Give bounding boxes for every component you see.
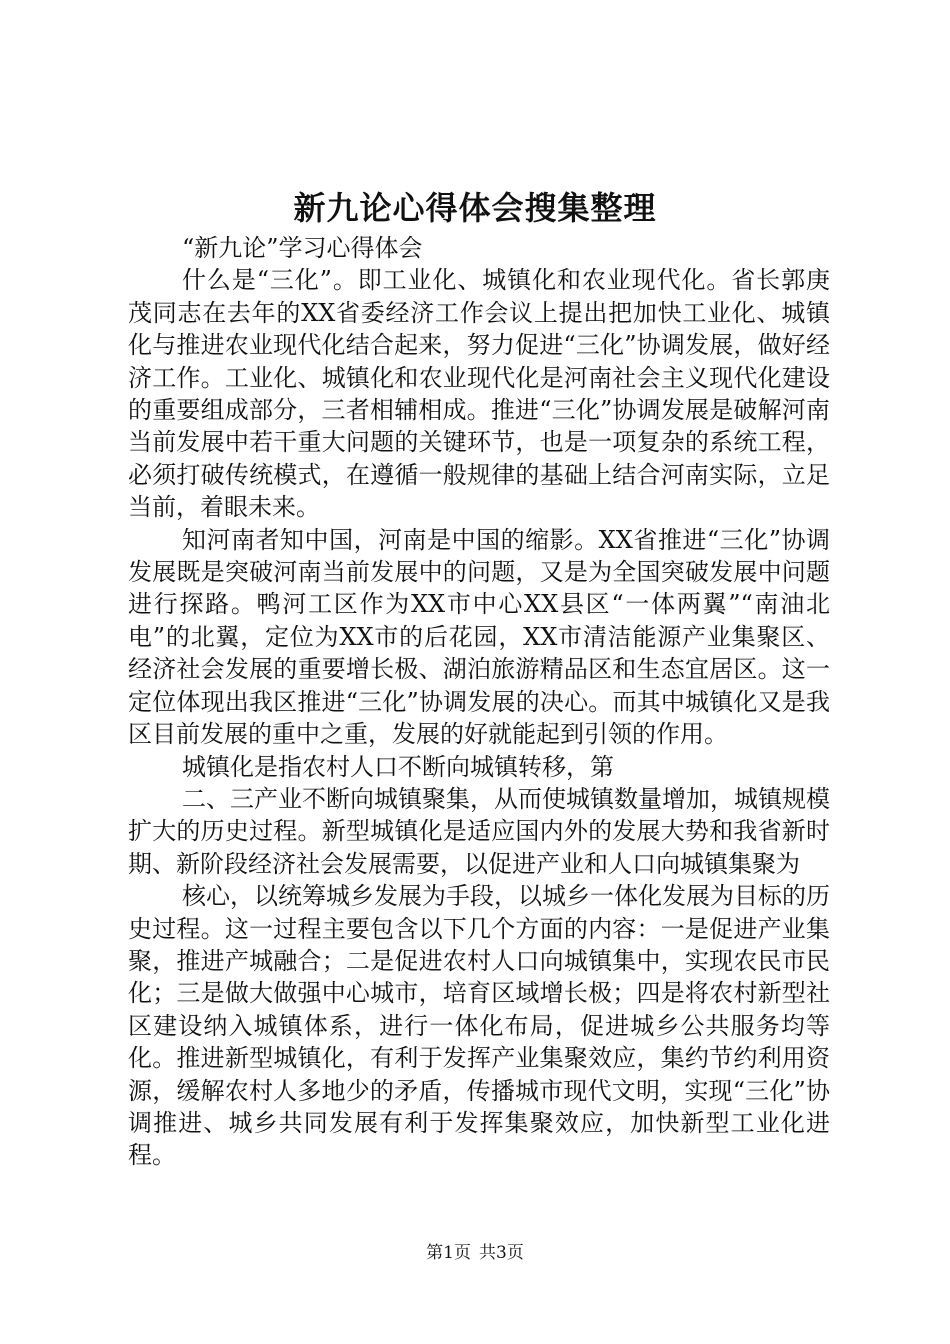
page-number: 第1页 bbox=[426, 1243, 471, 1263]
document-body bbox=[128, 232, 830, 1172]
page-total: 共3页 bbox=[479, 1243, 524, 1263]
paragraph: 知河南者知中国，河南是中国的缩影。XX省推进“三化”协调发展既是突破河南当前发展中的问题，又是为全国突破发展中问题进行探路。鸭河工区作为XX市中心XX县区“一体两翼”“南油北电”的北翼，定位为XX市的后花园，XX市清洁能源产业集聚区、经济社会发展的重要增长极、湖泊旅游精品区和生态宜居区。这一定位体现出我区推进“三化”协调发展的决心。而其中城镇化又是我区目前发展的重中之重，发展的好就能起到引领的作用。 bbox=[128, 525, 830, 749]
paragraph: 城镇化是指农村人口不断向城镇转移，第 bbox=[182, 752, 614, 781]
paragraph: 二、三产业不断向城镇聚集，从而使城镇数量增加，城镇规模扩大的历史过程。新型城镇化是适应国内外的发展大势和我省新时期、新阶段经济社会发展需要，以促进产业和人口向城镇集聚为 bbox=[128, 784, 830, 878]
page-footer bbox=[0, 1241, 950, 1265]
paragraph: 核心，以统筹城乡发展为手段，以城乡一体化发展为目标的历史过程。这一过程主要包含以下几个方面的内容：一是促进产业集聚，推进产城融合；二是促进农村人口向城镇集中，实现农民市民化；三是做大做强中心城市，培育区域增长极；四是将农村新型社区建设纳入城镇体系，进行一体化布局，促进城乡公共服务均等化。推进新型城镇化，有利于发挥产业集聚效应，集约节约利用资源，缓解农村人多地少的矛盾，传播城市现代文明，实现“三化”协调推进、城乡共同发展有利于发挥集聚效应，加快新型工业化进程。 bbox=[128, 882, 830, 1170]
document-title: 新九论心得体会搜集整理 bbox=[293, 189, 657, 227]
paragraph: 什么是“三化”。即工业化、城镇化和农业现代化。省长郭庚茂同志在去年的XX省委经济工作会议上提出把加快工业化、城镇化与推进农业现代化结合起来，努力促进“三化”协调发展，做好经济工作。工业化、城镇化和农业现代化是河南社会主义现代化建设的重要组成部分，三者相辅相成。推进“三化”协调发展是破解河南当前发展中若干重大问题的关键环节，也是一项复杂的系统工程，必须打破传统模式，在遵循一般规律的基础上结合河南实际，立足当前，着眼未来。 bbox=[128, 266, 830, 522]
paragraph-heading: “新九论”学习心得体会 bbox=[182, 234, 423, 262]
